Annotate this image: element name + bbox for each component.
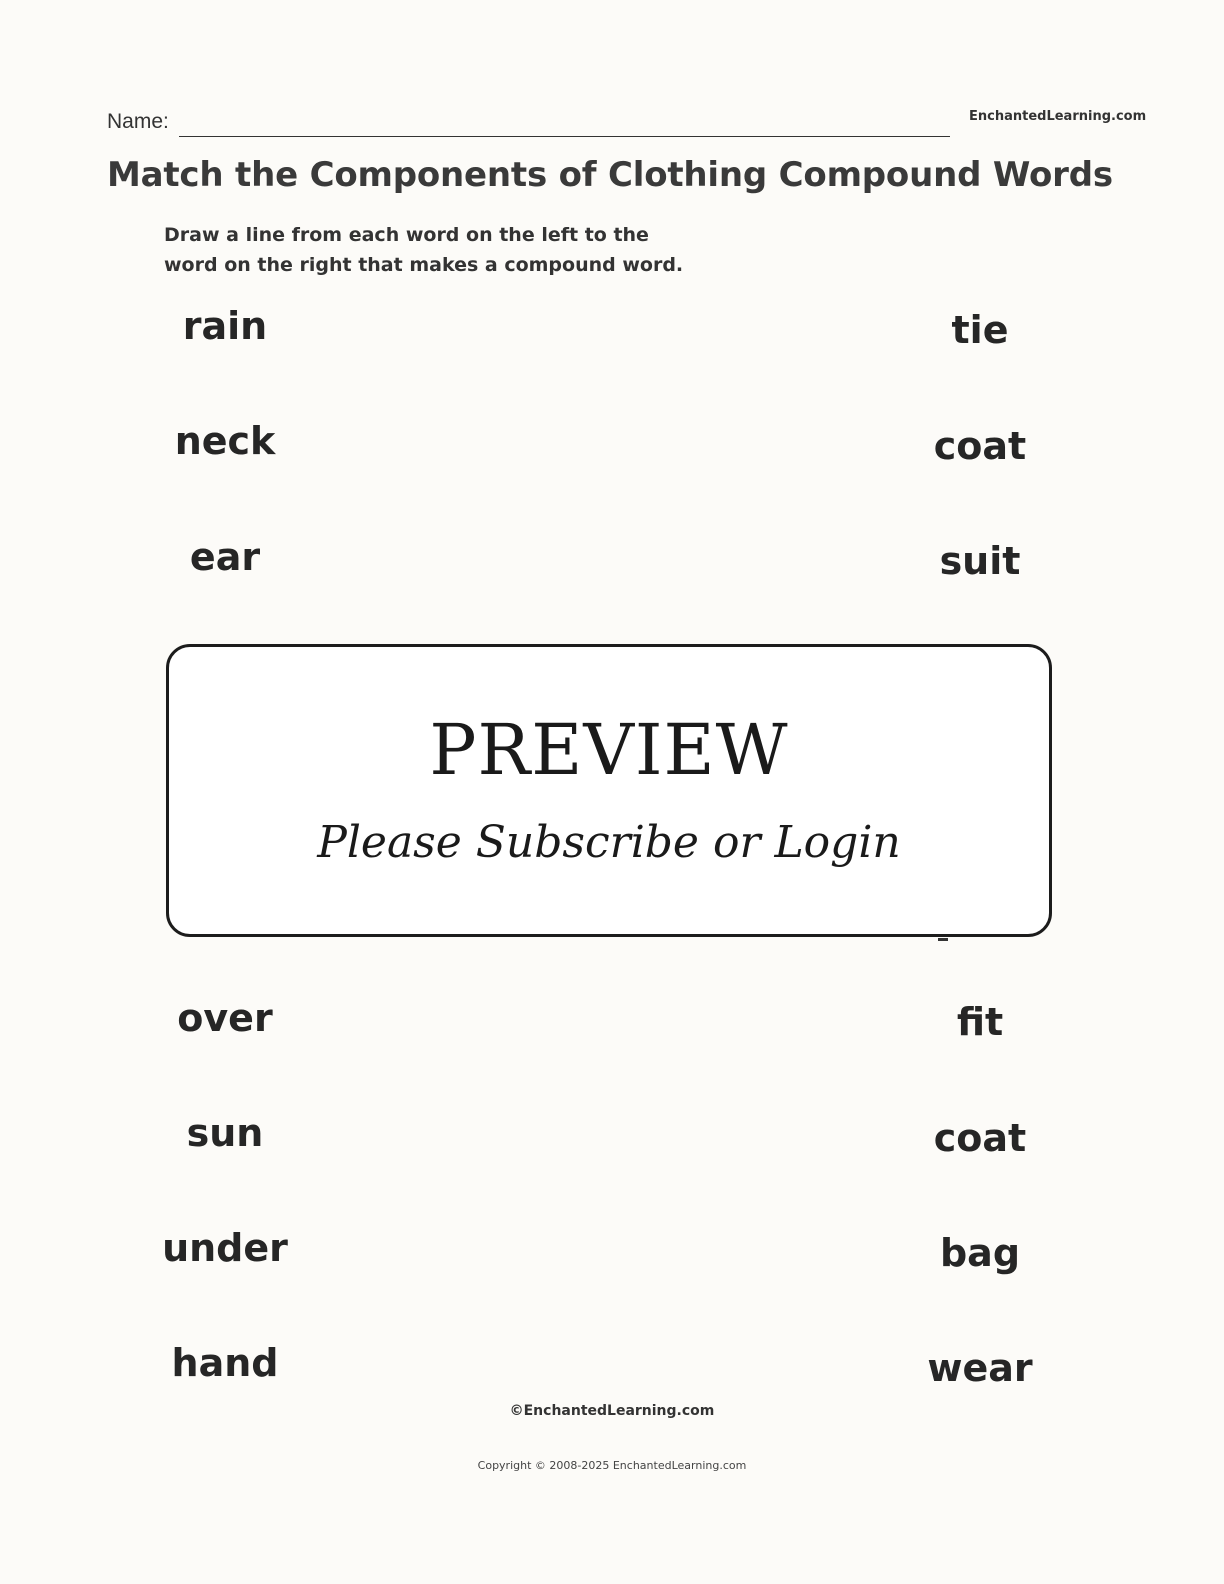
site-name: EnchantedLearning.com	[969, 109, 1147, 124]
right-word: coat	[933, 424, 1027, 468]
right-word: suit	[939, 539, 1021, 583]
instructions-line-1: Draw a line from each word on the left to the	[164, 224, 649, 246]
copyright: Copyright © 2008-2025 EnchantedLearning.com	[477, 1459, 747, 1472]
page-title: Match the Components of Clothing Compound Words	[107, 155, 1113, 195]
left-word: neck	[174, 419, 276, 463]
instructions-line-2: word on the right that makes a compound word.	[164, 254, 684, 276]
right-word: fit	[956, 1000, 1004, 1044]
left-word: hand	[171, 1341, 279, 1385]
name-label: Name:	[107, 110, 169, 133]
right-word: tie	[951, 308, 1009, 352]
right-word: wear	[927, 1346, 1033, 1390]
footer-site: ©EnchantedLearning.com	[509, 1403, 715, 1419]
instructions	[164, 220, 704, 280]
preview-overlay[interactable]	[166, 644, 1052, 937]
hidden-word-fragment	[938, 938, 948, 941]
left-word: over	[177, 996, 273, 1040]
left-word: under	[162, 1226, 288, 1270]
left-word: sun	[186, 1111, 264, 1155]
right-word: coat	[933, 1116, 1027, 1160]
subscribe-login-link[interactable]: Please Subscribe or Login	[317, 817, 901, 868]
right-word: bag	[939, 1231, 1021, 1275]
preview-title: PREVIEW	[429, 709, 789, 791]
left-word: ear	[189, 535, 261, 579]
left-word: rain	[182, 304, 268, 348]
name-line[interactable]	[179, 136, 950, 137]
